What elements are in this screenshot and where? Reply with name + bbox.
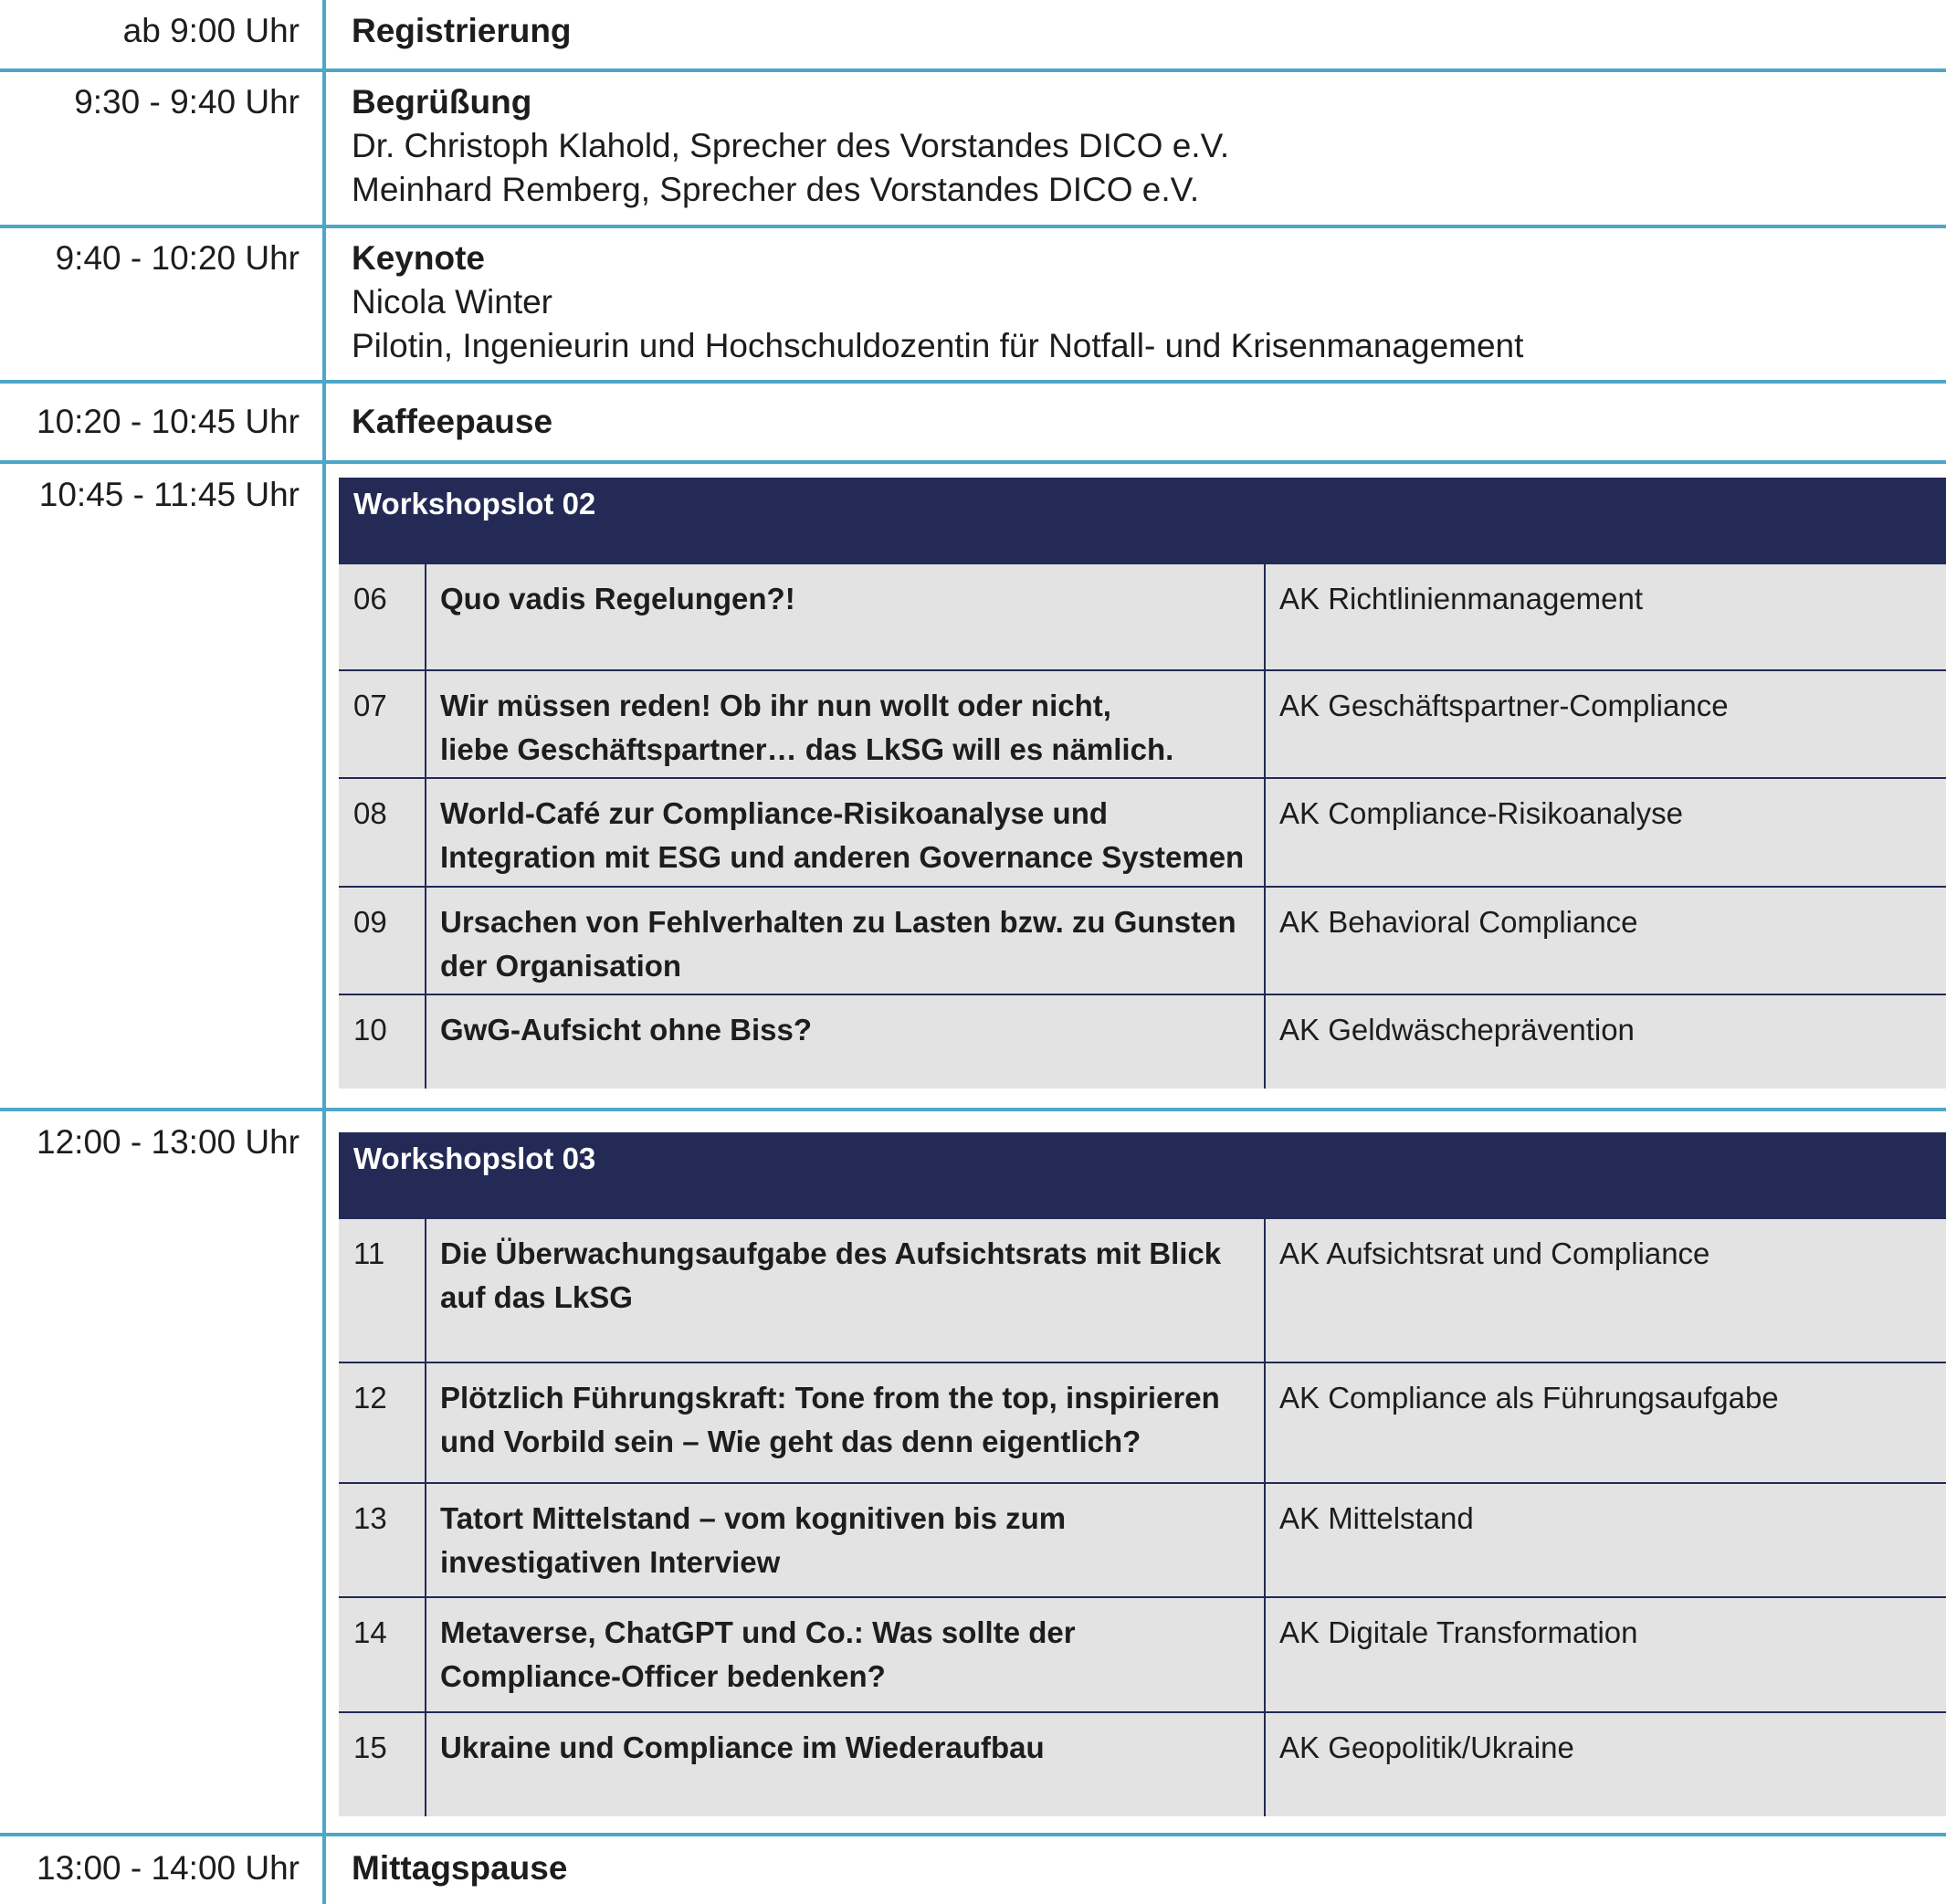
agenda-title: Mittagspause: [352, 1849, 568, 1887]
workshop-number: 12: [353, 1381, 387, 1415]
timeline-divider: [322, 0, 326, 1904]
workshop-number: 15: [353, 1730, 387, 1764]
workshop-title: Wir müssen reden! Ob ihr nun wollt oder nicht, liebe Geschäftspartner… das LkSG will es nämlich.: [440, 689, 1174, 766]
workshop-group: AK Richtlinienmanagement: [1279, 582, 1644, 615]
agenda-time: 10:45 - 11:45 Uhr: [38, 476, 300, 513]
workshop-title: GwG-Aufsicht ohne Biss?: [440, 1013, 813, 1047]
workshop-row: [339, 1362, 1946, 1482]
agenda-block: [352, 80, 1229, 212]
agenda-block: [352, 237, 1523, 368]
workshop-number: 13: [353, 1501, 387, 1535]
row-divider: [0, 1108, 1946, 1111]
workshop-group: AK Digitale Transformation: [1279, 1615, 1638, 1649]
workshop-number: 07: [353, 689, 387, 722]
workshop-number: 10: [353, 1013, 387, 1047]
agenda-title: Keynote: [352, 239, 485, 277]
workshop-row: [339, 1217, 1946, 1362]
workshop-title: Ukraine und Compliance im Wiederaufbau: [440, 1730, 1045, 1764]
agenda-title: Kaffeepause: [352, 403, 553, 440]
workshop-title: Tatort Mittelstand – vom kognitiven bis zum investigativen Interview: [440, 1501, 1067, 1579]
workshop-title: Quo vadis Regelungen?!: [440, 582, 795, 615]
workshop-number: 14: [353, 1615, 387, 1649]
agenda-time: ab 9:00 Uhr: [122, 12, 300, 49]
workshop-number: 08: [353, 796, 387, 830]
workshop-table: [339, 563, 1946, 1089]
workshop-group: AK Behavioral Compliance: [1279, 905, 1638, 939]
workshop-title: Metaverse, ChatGPT und Co.: Was sollte der Compliance-Officer bedenken?: [440, 1615, 1076, 1693]
row-divider: [0, 460, 1946, 464]
workshop-group: AK Geldwäscheprävention: [1279, 1013, 1635, 1047]
workshop-group: AK Geopolitik/Ukraine: [1279, 1730, 1574, 1764]
workshop-row: [339, 669, 1946, 777]
workshop-slot-header: Workshopslot 02: [339, 478, 1946, 563]
agenda-time: 9:40 - 10:20 Uhr: [55, 239, 300, 277]
workshop-title: Die Überwachungsaufgabe des Aufsichtsrats mit Blick auf das LkSG: [440, 1236, 1222, 1314]
speaker-line: Nicola Winter: [352, 283, 552, 321]
workshop-group: AK Compliance als Führungsaufgabe: [1279, 1381, 1779, 1415]
workshop-number: 11: [353, 1236, 385, 1270]
row-divider: [0, 1833, 1946, 1836]
agenda-title: Registrierung: [352, 12, 572, 49]
workshop-row: [339, 777, 1946, 886]
speaker-line: Meinhard Remberg, Sprecher des Vorstandes DICO e.V.: [352, 171, 1200, 208]
workshop-group: AK Aufsichtsrat und Compliance: [1279, 1236, 1710, 1270]
workshop-title: Plötzlich Führungskraft: Tone from the top, inspirieren und Vorbild sein – Wie geht das denn eigentlich?: [440, 1381, 1220, 1458]
workshop-row: [339, 1596, 1946, 1711]
workshop-row: [339, 886, 1946, 994]
workshop-row: [339, 563, 1946, 669]
workshop-row: [339, 994, 1946, 1089]
workshop-group: AK Compliance-Risikoanalyse: [1279, 796, 1684, 830]
workshop-number: 09: [353, 905, 387, 939]
workshop-row: [339, 1482, 1946, 1596]
agenda-time: 12:00 - 13:00 Uhr: [37, 1123, 300, 1161]
workshop-title: Ursachen von Fehlverhalten zu Lasten bzw. zu Gunsten der Organisation: [440, 905, 1236, 983]
speaker-line: Pilotin, Ingenieurin und Hochschuldozentin für Notfall- und Krisenmanagement: [352, 327, 1524, 364]
workshop-row: [339, 1711, 1946, 1816]
agenda-time: 13:00 - 14:00 Uhr: [37, 1849, 300, 1887]
speaker-line: Dr. Christoph Klahold, Sprecher des Vorstandes DICO e.V.: [352, 127, 1230, 164]
workshop-number: 06: [353, 582, 387, 615]
workshop-group: AK Mittelstand: [1279, 1501, 1474, 1535]
agenda-time: 10:20 - 10:45 Uhr: [37, 403, 300, 440]
agenda-time: 9:30 - 9:40 Uhr: [74, 83, 300, 121]
agenda-title: Begrüßung: [352, 83, 532, 121]
workshop-slot-header: Workshopslot 03: [339, 1132, 1946, 1217]
workshop-table: [339, 1217, 1946, 1816]
row-divider: [0, 225, 1946, 228]
row-divider: [0, 68, 1946, 72]
workshop-group: AK Geschäftspartner-Compliance: [1279, 689, 1729, 722]
row-divider: [0, 380, 1946, 384]
workshop-title: World-Café zur Compliance-Risikoanalyse und Integration mit ESG und anderen Governance Systemen: [440, 796, 1245, 874]
